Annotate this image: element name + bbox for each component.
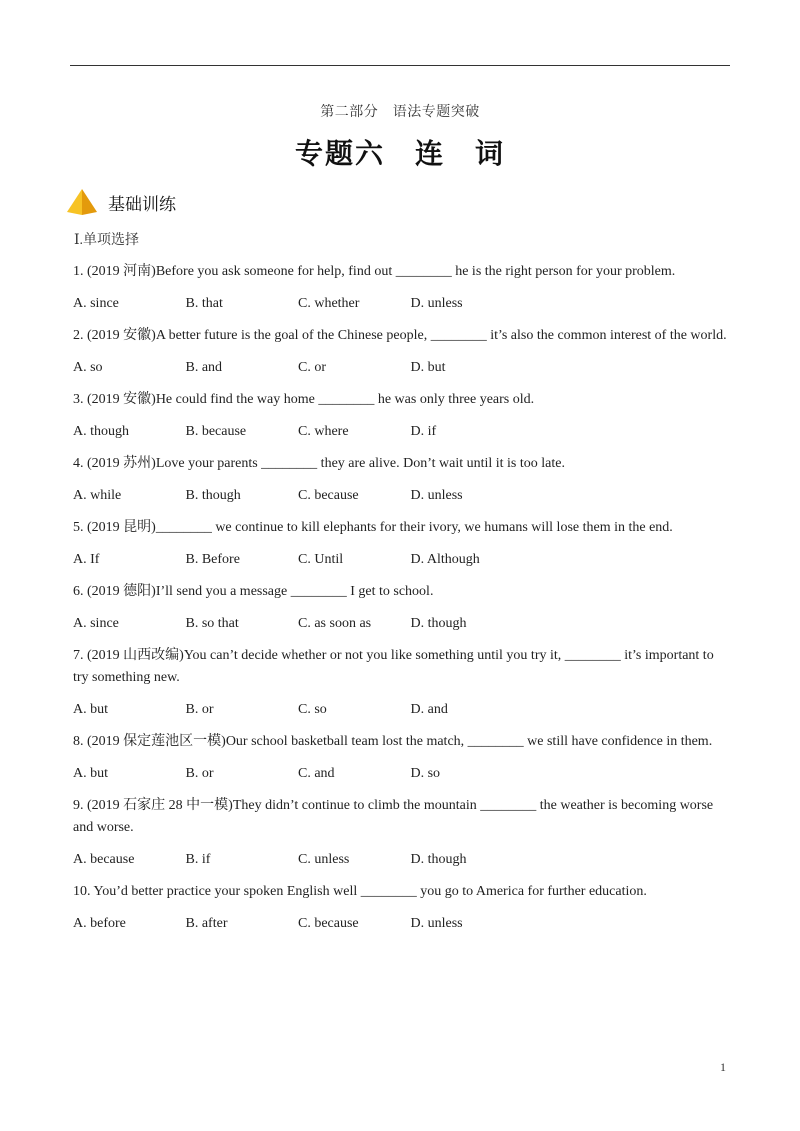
question-stem: 2. (2019 安徽)A better future is the goal of the Chinese people, ________ it’s also the common interest of the world. — [73, 328, 727, 343]
answer-options — [73, 357, 729, 379]
question-item — [73, 453, 729, 507]
answer-option: B. that — [185, 296, 223, 311]
question-stem: 6. (2019 德阳)I’ll send you a message ________ I get to school. — [73, 584, 434, 599]
answer-option: D. if — [410, 424, 437, 439]
answer-option: D. though — [410, 852, 467, 867]
answer-option: D. and — [410, 702, 448, 717]
answer-option: A. but — [73, 766, 108, 781]
answer-options — [73, 613, 729, 635]
page-title: 专题六 连 词 — [294, 137, 505, 170]
answer-option: D. unless — [410, 488, 463, 503]
answer-options — [73, 913, 729, 935]
answer-option: C. and — [298, 766, 335, 781]
answer-option: A. If — [73, 552, 100, 567]
answer-option: A. since — [73, 296, 119, 311]
pyramid-icon — [66, 188, 98, 216]
question-stem: 8. (2019 保定莲池区一模)Our school basketball team lost the match, ________ we still have confidence in them. — [73, 734, 713, 749]
answer-option: A. but — [73, 702, 108, 717]
answer-options — [73, 699, 729, 721]
answer-option: C. because — [298, 488, 359, 503]
subsection-label: Ⅰ.单项选择 — [74, 233, 140, 248]
question-item — [73, 881, 729, 935]
answer-option: A. while — [73, 488, 122, 503]
answer-option: C. Until — [298, 552, 344, 567]
answer-options — [73, 549, 729, 571]
answer-option: A. since — [73, 616, 119, 631]
question-item — [73, 645, 729, 721]
part-title: 第二部分 语法专题突破 — [320, 105, 480, 120]
answer-option: B. or — [185, 702, 214, 717]
answer-options — [73, 849, 729, 871]
answer-option: A. before — [73, 916, 126, 931]
question-item — [73, 581, 729, 635]
question-stem: 5. (2019 昆明)________ we continue to kill elephants for their ivory, we humans will lose them in the end. — [73, 520, 673, 535]
question-stem: 7. (2019 山西改编)You can’t decide whether or not you like something until you try it, ________ it’s important to try something new. — [73, 648, 714, 685]
page-number: 1 — [720, 1060, 726, 1074]
answer-option: D. unless — [410, 916, 463, 931]
answer-option: B. or — [185, 766, 214, 781]
section-label: 基础训练 — [108, 194, 176, 215]
answer-option: D. unless — [410, 296, 463, 311]
question-stem: 3. (2019 安徽)He could find the way home ________ he was only three years old. — [73, 392, 535, 407]
question-list — [73, 261, 729, 935]
answer-option: B. so that — [185, 616, 239, 631]
answer-option: B. though — [185, 488, 241, 503]
question-stem: 10. You’d better practice your spoken English well ________ you go to America for further education. — [73, 884, 647, 899]
answer-options — [73, 763, 729, 785]
answer-option: B. and — [185, 360, 223, 375]
answer-option: C. so — [298, 702, 327, 717]
answer-option: C. unless — [298, 852, 350, 867]
answer-option: B. if — [185, 852, 211, 867]
answer-option: B. Before — [185, 552, 240, 567]
answer-option: C. because — [298, 916, 359, 931]
question-item — [73, 517, 729, 571]
question-stem: 4. (2019 苏州)Love your parents ________ they are alive. Don’t wait until it is too late. — [73, 456, 565, 471]
answer-option: D. though — [410, 616, 467, 631]
answer-option: B. because — [185, 424, 247, 439]
answer-option: A. though — [73, 424, 129, 439]
answer-option: C. whether — [298, 296, 360, 311]
section-heading — [66, 187, 176, 217]
question-item — [73, 389, 729, 443]
answer-option: C. as soon as — [298, 616, 372, 631]
answer-option: A. so — [73, 360, 103, 375]
question-item — [73, 261, 729, 315]
answer-option: C. or — [298, 360, 326, 375]
answer-option: D. but — [410, 360, 446, 375]
answer-option: B. after — [185, 916, 228, 931]
question-stem: 9. (2019 石家庄 28 中一模)They didn’t continue to climb the mountain ________ the weather is becoming worse and worse. — [73, 798, 714, 835]
answer-option: C. where — [298, 424, 349, 439]
header-rule — [70, 65, 730, 66]
answer-option: D. so — [410, 766, 441, 781]
question-item — [73, 325, 729, 379]
question-item — [73, 731, 729, 785]
answer-options — [73, 293, 729, 315]
question-stem: 1. (2019 河南)Before you ask someone for help, find out ________ he is the right person for your problem. — [73, 264, 676, 279]
answer-option: D. Although — [410, 552, 480, 567]
question-item — [73, 795, 729, 871]
answer-options — [73, 485, 729, 507]
answer-options — [73, 421, 729, 443]
answer-option: A. because — [73, 852, 135, 867]
